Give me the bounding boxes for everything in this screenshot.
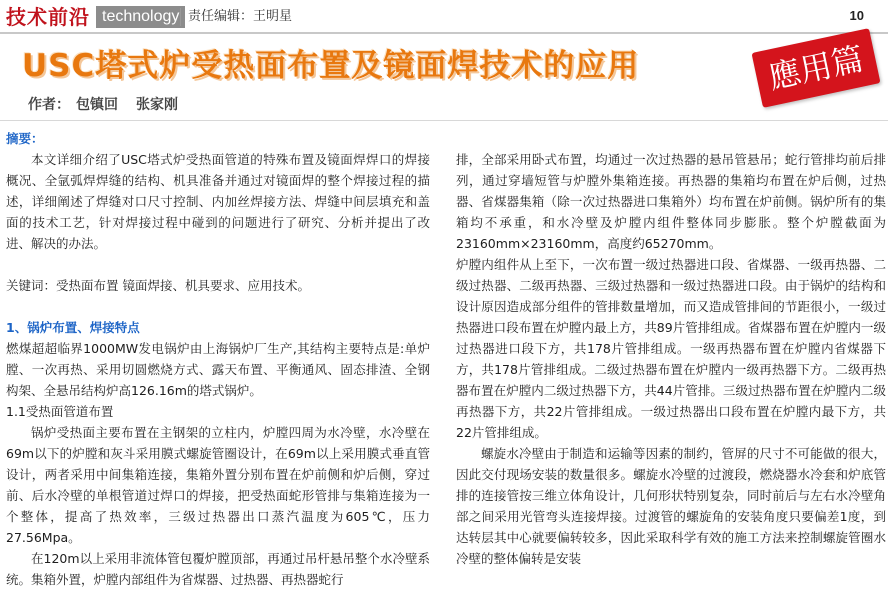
page-number: 10	[849, 8, 864, 23]
author-name: 张家刚	[136, 97, 178, 113]
editor-name: 王明星	[253, 9, 293, 24]
body-paragraph: 在120m以上采用非流体管包覆炉膛顶部，再通过吊杆悬吊整个水冷壁系统。集箱外置，炉膛内部组件为省煤器、过热器、再热器蛇行	[6, 551, 430, 587]
body-paragraph: 炉膛内组件从上至下，一次布置一级过热器进口段、省煤器、一级再热器、二级过热器、二级再热器、三级过热器和一级过热器进口段。由于锅炉的结构和设计原因造成部分组件的管排数量增加，而又造成管排间的节距很小，一级过热器进口段布置在炉膛内最上方，共89片管排组成。省煤器布置在炉膛内一级过热器进口段下方，共178片管排组成。一级再热器布置在炉膛内省煤器下方，共178片管排组成。二级过热器布置在炉膛内一级再热器下方。二级再热器布置在炉膛内二级过热器下方，共44片管排。三级过热器布置在炉膛内二级再热器下方，共22片管排组成。一级过热器出口段布置在炉膛内最下方，共22片管排组成。	[456, 257, 886, 440]
authors-label: 作者：	[28, 97, 70, 113]
article-title: USC塔式炉受热面布置及镜面焊技术的应用	[22, 48, 640, 84]
page-header	[0, 0, 888, 34]
body-paragraph: 螺旋水冷壁由于制造和运输等因素的制约，管屏的尺寸不可能做的很大，因此交付现场安装的数量很多。螺旋水冷壁的过渡段，燃烧器水冷套和炉底管排的连接管按三维立体角设计，几何形状特别复杂，同时前后与左右水冷壁角部之间采用光管弯头连接焊接。过渡管的螺旋角的安装角度只要偏差1度，到达转层其中心就要偏转较多，因此采取科学有效的施工方法来控制螺旋管圈水冷壁的整体偏转是安装	[456, 446, 886, 566]
author-name: 包镇回	[76, 97, 118, 113]
body-paragraph: 锅炉受热面主要布置在主钢架的立柱内，炉膛四周为水冷壁，水冷壁在69m以下的炉膛和灰斗采用膜式螺旋管圈设计，在69m以上采用膜式垂直管设计，两者采用中间集箱连接，集箱外置分别布置在炉前侧和炉后侧，穿过前、后水冷壁的单根管道过焊口的焊接，把受热面蛇形管排与集箱连接为一个整体，提高了热效率，三级过热器出口蒸汽温度为605℃，压力27.56Mpa。	[6, 425, 430, 545]
editor-label: 责任编辑：	[188, 9, 254, 24]
category-stamp: 應用篇	[751, 28, 880, 108]
right-column	[456, 149, 886, 569]
header-rule	[0, 32, 888, 34]
header-divider	[180, 8, 181, 26]
section-heading: 1、锅炉布置、焊接特点	[6, 320, 140, 335]
abstract-text: 本文详细介绍了USC塔式炉受热面管道的特殊布置及镜面焊焊口的焊接概况、全氩弧焊焊缝的结构、机具准备并通过对镜面焊的整个焊接过程的描述，详细阐述了焊缝对口尺寸控制、内加丝焊接方法、焊缝中间层填充和盖面的技术工艺，针对焊接过程中碰到的问题进行了研究、分析并提出了改进、解决的办法。	[6, 152, 430, 251]
body-paragraph: 排，全部采用卧式布置，均通过一次过热器的悬吊管悬吊；蛇行管排均前后排列，通过穿墙短管与炉膛外集箱连接。再热器的集箱均布置在炉后侧，过热器、省煤器集箱（除一次过热器进口集箱外）均布置在炉前侧。锅炉所有的集箱均不承重，和水冷壁及炉膛内组件整体同步膨胀。整个炉膛截面为23160mm×23160mm，高度约65270mm。	[456, 152, 886, 251]
author-line	[28, 95, 196, 115]
section-tag-english: technology	[96, 6, 185, 28]
title-rule	[0, 120, 888, 121]
left-column	[6, 128, 430, 590]
subsection-heading: 1.1受热面管道布置	[6, 404, 114, 419]
section-paragraph: 燃煤超超临界1000MW发电锅炉由上海锅炉厂生产,其结构主要特点是:单炉膛、一次再热、采用切圆燃烧方式、露天布置、平衡通风、固态排渣、全钢构架、全悬吊结构炉高126.16m的塔式锅炉。	[6, 341, 430, 398]
abstract-heading: 摘要：	[6, 131, 44, 146]
spacer	[6, 254, 430, 275]
spacer	[6, 296, 430, 317]
editor-credit	[188, 8, 292, 26]
section-tag: 技术前沿	[6, 5, 90, 29]
keywords: 关键词：受热面布置 镜面焊接、机具要求、应用技术。	[6, 278, 310, 293]
